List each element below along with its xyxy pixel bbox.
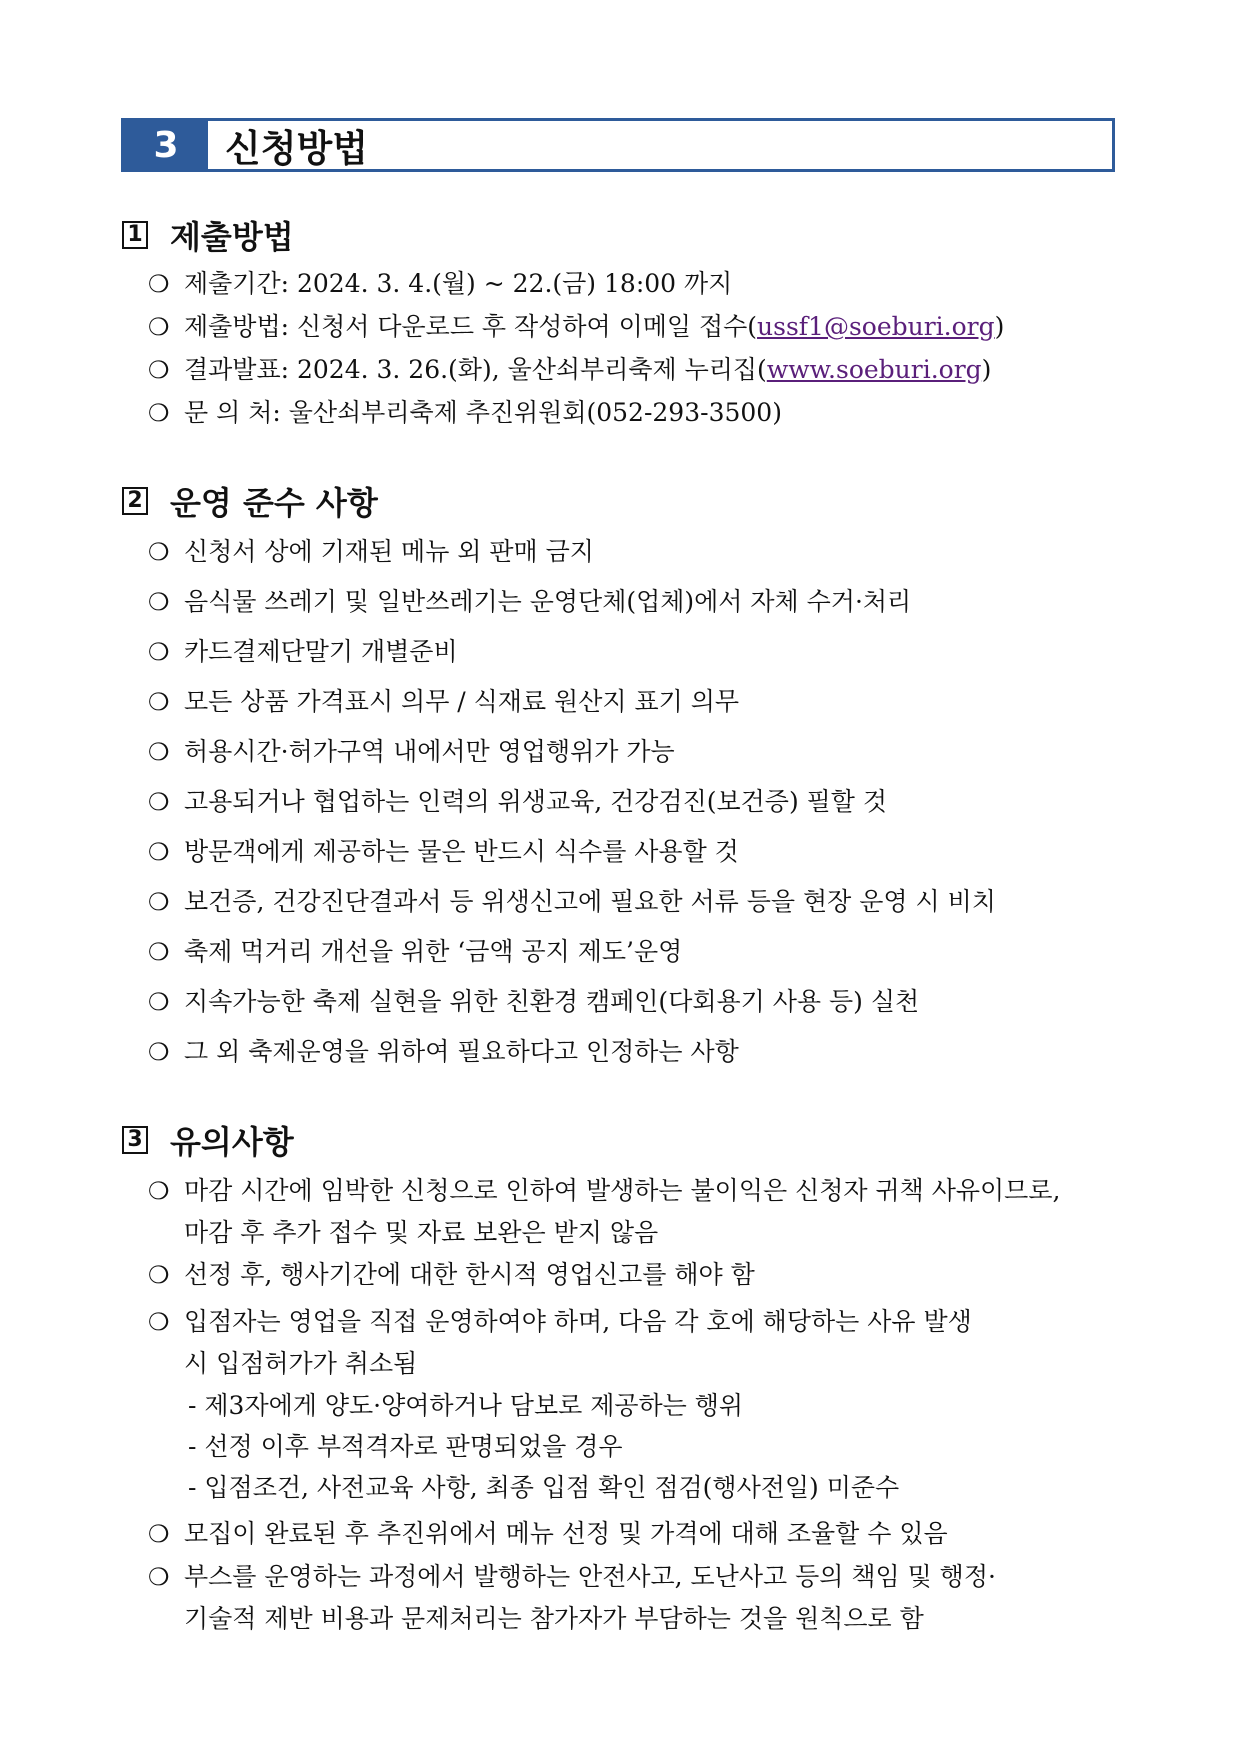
bullet-icon: ❍ <box>148 1308 170 1336</box>
section-number: 3 <box>124 121 208 169</box>
bullet-icon: ❍ <box>148 638 170 666</box>
item-label: 제출방법: <box>184 312 290 341</box>
item-text-line1: 마감 시간에 임박한 신청으로 인하여 발생하는 불이익은 신청자 귀책 사유이므로, <box>184 1176 1061 1205</box>
item-text: 음식물 쓰레기 및 일반쓰레기는 운영단체(업체)에서 자체 수거·처리 <box>184 587 912 616</box>
bullet-icon: ❍ <box>148 538 170 566</box>
item-text: 축제 먹거리 개선을 위한 ‘금액 공지 제도’운영 <box>184 937 683 966</box>
item-text: 울산쇠부리축제 추진위원회(052-293-3500) <box>288 398 782 427</box>
item-text-line1: 부스를 운영하는 과정에서 발행하는 안전사고, 도난사고 등의 책임 및 행정· <box>184 1562 996 1591</box>
dash-item: - 제3자에게 양도·양여하거나 담보로 제공하는 행위 <box>188 1391 744 1420</box>
dash-item: - 입점조건, 사전교육 사항, 최종 입점 확인 점검(행사전일) 미준수 <box>188 1473 900 1502</box>
item-text: 그 외 축제운영을 위하여 필요하다고 인정하는 사항 <box>184 1037 739 1066</box>
item-text: 신청서 다운로드 후 작성하여 이메일 접수( <box>296 312 758 341</box>
item-text: 모든 상품 가격표시 의무 / 식재료 원산지 표기 의무 <box>184 687 739 716</box>
subheading-title: 제출방법 <box>170 218 294 256</box>
bullet-icon: ❍ <box>148 1038 170 1066</box>
bullet-icon: ❍ <box>148 738 170 766</box>
bullet-icon: ❍ <box>148 1261 170 1289</box>
bullet-icon: ❍ <box>148 270 170 298</box>
item-text: 방문객에게 제공하는 물은 반드시 식수를 사용할 것 <box>184 837 739 866</box>
bullet-icon: ❍ <box>148 788 170 816</box>
section-header <box>121 118 1115 172</box>
bullet-icon: ❍ <box>148 938 170 966</box>
item-text-line2: 마감 후 추가 접수 및 자료 보완은 받지 않음 <box>184 1218 659 1247</box>
bullet-icon: ❍ <box>148 988 170 1016</box>
item-text: 신청서 상에 기재된 메뉴 외 판매 금지 <box>184 537 594 566</box>
subheading-number: 3 <box>122 1126 148 1154</box>
bullet-icon: ❍ <box>148 356 170 384</box>
item-label: 결과발표: <box>184 355 290 384</box>
subheading-notes <box>122 1117 294 1163</box>
bullet-icon: ❍ <box>148 399 170 427</box>
dash-item: - 선정 이후 부적격자로 판명되었을 경우 <box>188 1432 623 1461</box>
item-text-line2: 시 입점허가가 취소됨 <box>184 1349 418 1378</box>
item-text: 지속가능한 축제 실현을 위한 친환경 캠페인(다회용기 사용 등) 실천 <box>184 987 920 1016</box>
item-text-after: ) <box>981 355 992 384</box>
item-label: 제출기간: <box>184 269 290 298</box>
email-link[interactable]: ussf1@soeburi.org <box>757 312 995 341</box>
subheading-number: 2 <box>122 487 148 515</box>
bullet-icon: ❍ <box>148 588 170 616</box>
bullet-icon: ❍ <box>148 1563 170 1591</box>
item-text: 허용시간·허가구역 내에서만 영업행위가 가능 <box>184 737 675 766</box>
item-text: 모집이 완료된 후 추진위에서 메뉴 선정 및 가격에 대해 조율할 수 있음 <box>184 1519 948 1548</box>
bullet-icon: ❍ <box>148 888 170 916</box>
item-text: 2024. 3. 26.(화), 울산쇠부리축제 누리집( <box>296 355 767 384</box>
section-title: 신청방법 <box>208 121 1112 169</box>
item-text-line1: 입점자는 영업을 직접 운영하여야 하며, 다음 각 호에 해당하는 사유 발생 <box>184 1307 972 1336</box>
subheading-compliance <box>122 478 378 524</box>
subheading-title: 유의사항 <box>170 1123 294 1161</box>
bullet-icon: ❍ <box>148 313 170 341</box>
item-text-line2: 기술적 제반 비용과 문제처리는 참가자가 부담하는 것을 원칙으로 함 <box>184 1604 924 1633</box>
website-link[interactable]: www.soeburi.org <box>766 355 982 384</box>
bullet-icon: ❍ <box>148 688 170 716</box>
item-text: 보건증, 건강진단결과서 등 위생신고에 필요한 서류 등을 현장 운영 시 비치 <box>184 887 996 916</box>
item-text: 선정 후, 행사기간에 대한 한시적 영업신고를 해야 함 <box>184 1260 755 1289</box>
bullet-icon: ❍ <box>148 838 170 866</box>
item-text: 고용되거나 협업하는 인력의 위생교육, 건강검진(보건증) 필할 것 <box>184 787 888 816</box>
bullet-icon: ❍ <box>148 1177 170 1205</box>
subheading-submission <box>122 212 294 258</box>
item-label: 문 의 처: <box>184 398 281 427</box>
bullet-icon: ❍ <box>148 1520 170 1548</box>
subheading-title: 운영 준수 사항 <box>170 484 378 522</box>
item-text-after: ) <box>994 312 1005 341</box>
item-text: 2024. 3. 4.(월) ~ 22.(금) 18:00 까지 <box>296 269 733 298</box>
item-text: 카드결제단말기 개별준비 <box>184 637 458 666</box>
subheading-number: 1 <box>122 221 148 249</box>
